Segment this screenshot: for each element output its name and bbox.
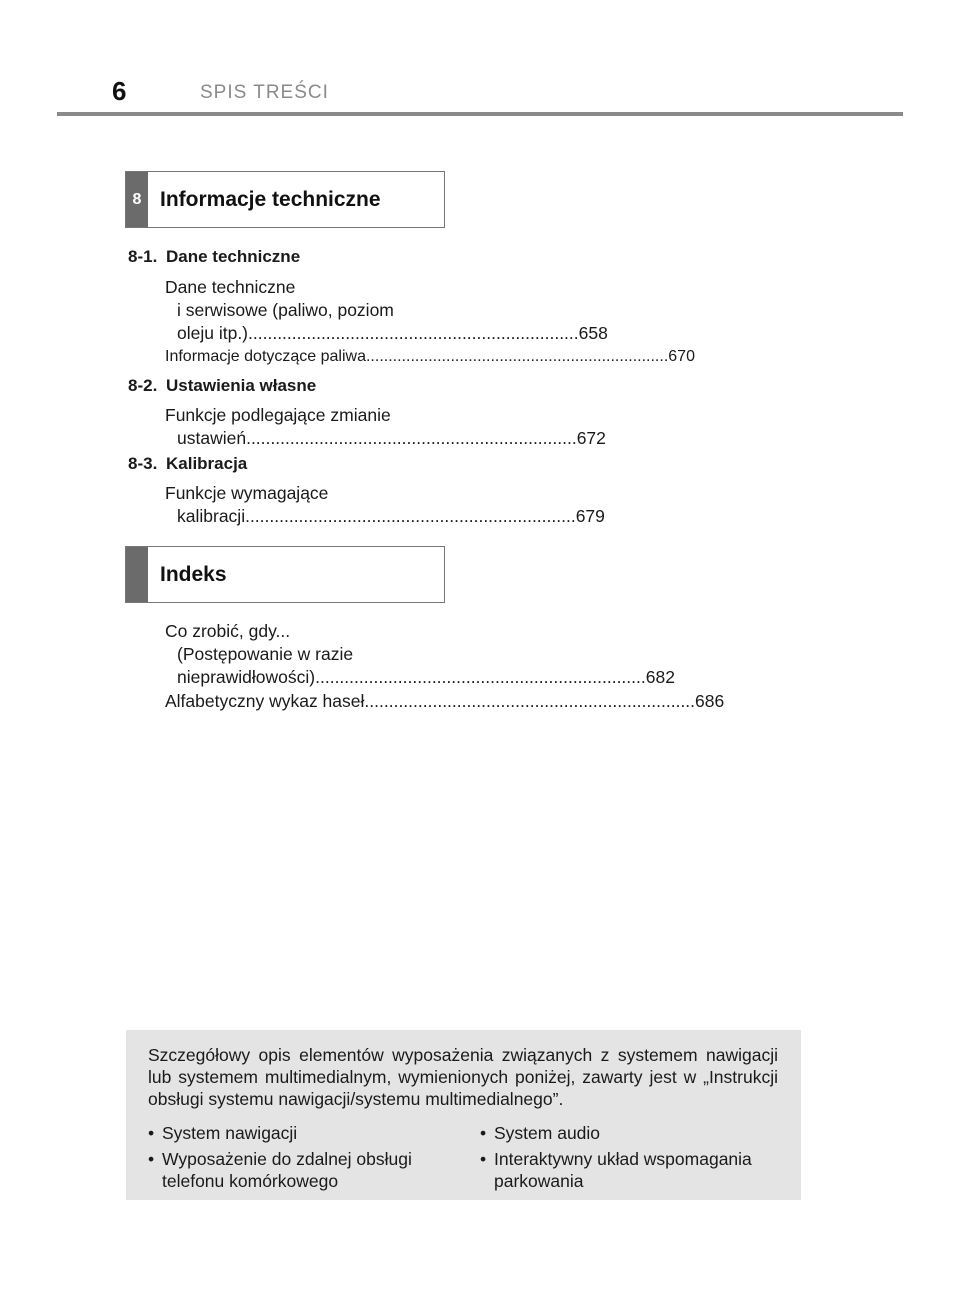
bullet: • bbox=[148, 1123, 155, 1143]
entry-line: ustawień bbox=[177, 428, 247, 448]
page-ref: 658 bbox=[578, 323, 608, 343]
list-item: • Interaktywny układ wspomagania parkowania bbox=[480, 1149, 752, 1191]
toc-entry-dane-techniczne[interactable] bbox=[165, 276, 608, 345]
entry-line: Funkcje wymagające bbox=[165, 483, 329, 503]
entry-line: i serwisowe (paliwo, poziom bbox=[177, 300, 394, 320]
header-title: SPIS TREŚCI bbox=[200, 82, 329, 103]
note-list-right bbox=[480, 1122, 790, 1196]
toc-entry-paliwo[interactable] bbox=[165, 345, 695, 368]
leader-dots: .................................................................... bbox=[364, 691, 696, 711]
chapter-title: Dane techniczne bbox=[166, 247, 301, 266]
chapter-title: Kalibracja bbox=[166, 454, 248, 473]
bullet: • bbox=[480, 1123, 487, 1143]
info-note-box bbox=[126, 1030, 801, 1200]
toc-entry-wykaz-hasel[interactable] bbox=[165, 690, 725, 713]
page-ref: 670 bbox=[668, 348, 695, 365]
toc-entry-kalibracja[interactable] bbox=[165, 482, 605, 528]
list-item: • System nawigacji bbox=[148, 1123, 298, 1143]
page-header bbox=[0, 0, 960, 116]
leader-dots: .................................................................... bbox=[365, 348, 669, 365]
section-index-tab bbox=[126, 547, 148, 602]
leader-dots: .................................................................... bbox=[315, 667, 646, 687]
entry-line: kalibracji bbox=[177, 506, 246, 526]
entry-line: Dane techniczne bbox=[165, 277, 296, 297]
page-ref: 672 bbox=[576, 428, 606, 448]
entry-line: nieprawidłowości) bbox=[177, 667, 316, 687]
section-index-title: Indeks bbox=[160, 562, 227, 586]
leader-dots: .................................................................... bbox=[246, 428, 577, 448]
leader-dots: .................................................................... bbox=[245, 506, 576, 526]
entry-line: Alfabetyczny wykaz haseł bbox=[165, 691, 365, 711]
entry-line: (Postępowanie w razie bbox=[177, 644, 354, 664]
page-ref: 686 bbox=[695, 691, 725, 711]
chapter-8-1[interactable] bbox=[128, 247, 300, 267]
leader-dots: .................................................................... bbox=[248, 323, 579, 343]
page-number: 6 bbox=[112, 76, 127, 106]
note-list-left bbox=[148, 1122, 458, 1196]
entry-line: Co zrobić, gdy... bbox=[165, 621, 291, 641]
bullet: • bbox=[148, 1149, 155, 1169]
list-item: • Wyposażenie do zdalnej obsługi telefonu komórkowego bbox=[148, 1149, 412, 1191]
chapter-number: 8-3. bbox=[128, 454, 158, 473]
chapter-number: 8-1. bbox=[128, 247, 158, 266]
header-divider bbox=[57, 112, 903, 116]
page-ref: 679 bbox=[575, 506, 605, 526]
entry-line: oleju itp.) bbox=[177, 323, 249, 343]
list-item: • System audio bbox=[480, 1123, 601, 1143]
chapter-8-3[interactable] bbox=[128, 454, 247, 474]
bullet: • bbox=[480, 1149, 487, 1169]
toc-entry-co-zrobic[interactable] bbox=[165, 620, 675, 689]
section-index-header bbox=[125, 546, 445, 603]
section-8-header bbox=[125, 171, 445, 228]
note-text: Szczegółowy opis elementów wyposażenia związanych z systemem nawigacji lub systemem multimedialnym, wymienionych poniżej, zawarty jest w „Instrukcji obsługi systemu nawigacji/systemu multimedialnego”. bbox=[148, 1045, 778, 1109]
entry-line: Funkcje podlegające zmianie bbox=[165, 405, 391, 425]
chapter-number: 8-2. bbox=[128, 376, 158, 395]
section-8-title: Informacje techniczne bbox=[160, 187, 381, 211]
toc-entry-ustawienia[interactable] bbox=[165, 404, 606, 450]
page-ref: 682 bbox=[645, 667, 675, 687]
chapter-title: Ustawienia własne bbox=[166, 376, 317, 395]
entry-line: Informacje dotyczące paliwa bbox=[165, 348, 366, 365]
section-8-tab: 8 bbox=[126, 172, 148, 227]
chapter-8-2[interactable] bbox=[128, 376, 316, 396]
